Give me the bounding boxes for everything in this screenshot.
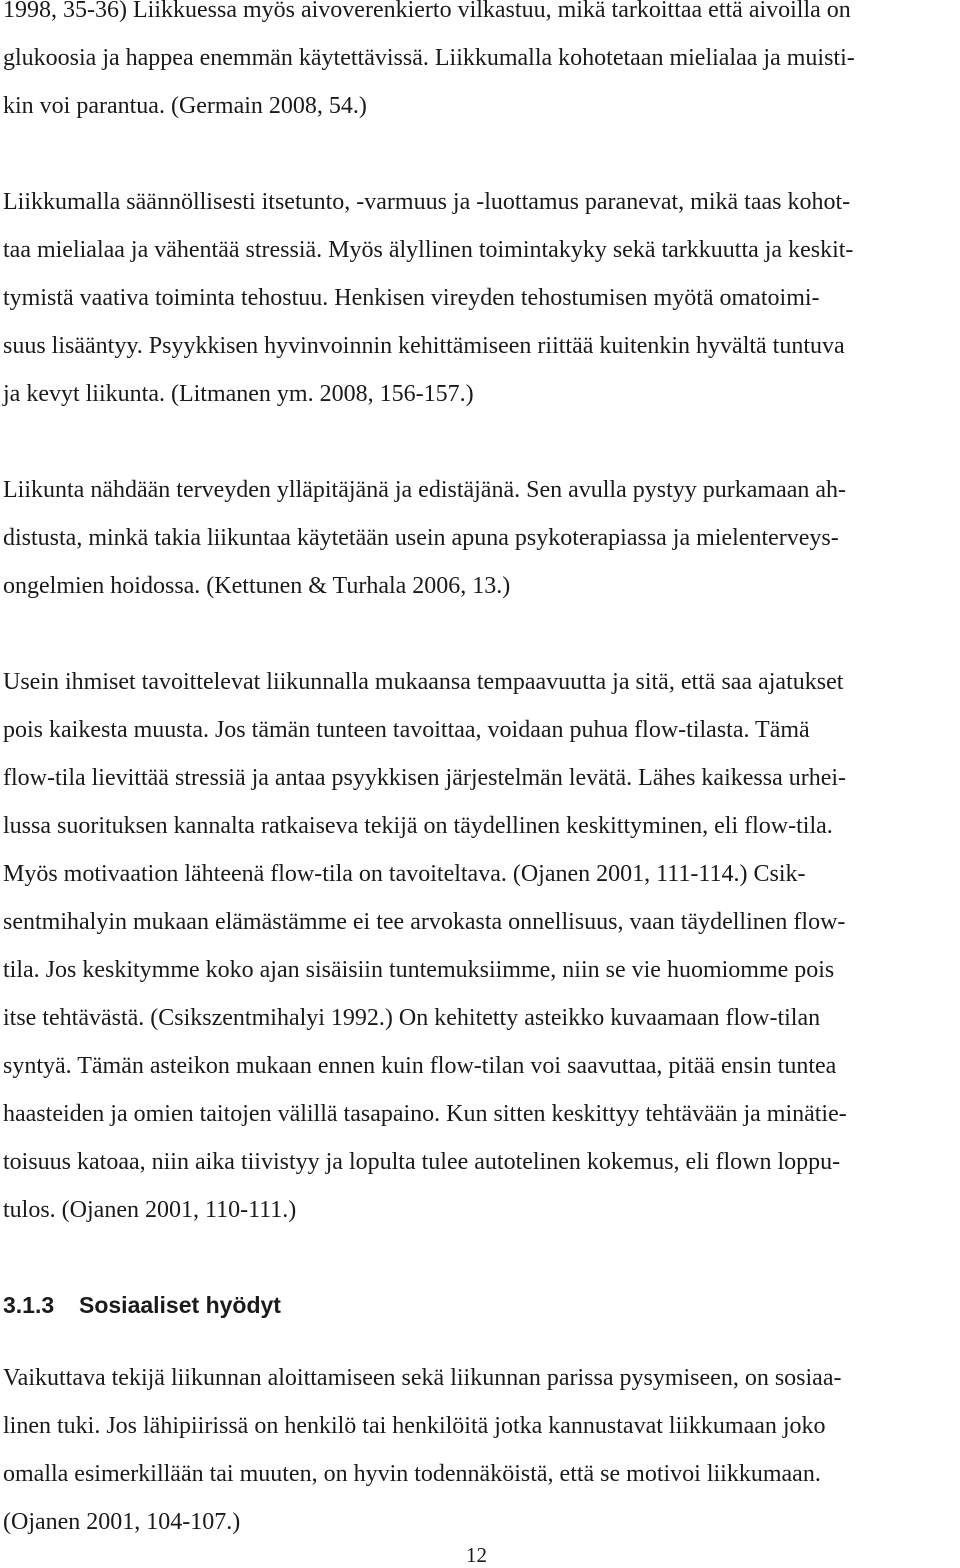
text-line: haasteiden ja omien taitojen välillä tasapaino. Kun sitten keskittyy tehtävään ja minätie- xyxy=(3,1101,847,1127)
paragraph-1 xyxy=(3,0,953,130)
text-line: lussa suorituksen kannalta ratkaiseva tekijä on täydellinen keskittyminen, eli flow-tila. xyxy=(3,813,833,839)
text-line: linen tuki. Jos lähipiirissä on henkilö tai henkilöitä jotka kannustavat liikkumaan joko xyxy=(3,1413,826,1439)
paragraph-5 xyxy=(3,1354,953,1546)
text-line: 1998, 35-36) Liikkuessa myös aivoverenkierto vilkastuu, mikä tarkoittaa että aivoilla on xyxy=(3,0,851,23)
section-number: 3.1.3 xyxy=(3,1292,55,1318)
section-title: Sosiaaliset hyödyt xyxy=(79,1292,281,1318)
text-line: tymistä vaativa toiminta tehostuu. Henkisen vireyden tehostumisen myötä omatoimi- xyxy=(3,285,820,311)
text-line: itse tehtävästä. (Csikszentmihalyi 1992.) On kehitetty asteikko kuvaamaan flow-tilan xyxy=(3,1005,821,1031)
text-line: tila. Jos keskitymme koko ajan sisäisiin tuntemuksiimme, niin se vie huomiomme pois xyxy=(3,957,835,983)
text-line: tulos. (Ojanen 2001, 110-111.) xyxy=(3,1197,297,1223)
text-line: Liikunta nähdään terveyden ylläpitäjänä ja edistäjänä. Sen avulla pystyy purkamaan ah- xyxy=(3,477,847,503)
text-line: Usein ihmiset tavoittelevat liikunnalla mukaansa tempaavuutta ja sitä, että saa ajatukset xyxy=(3,669,844,695)
text-line: pois kaikesta muusta. Jos tämän tunteen tavoittaa, voidaan puhua flow-tilasta. Tämä xyxy=(3,717,810,743)
paragraph-3 xyxy=(3,466,953,610)
paragraph-4 xyxy=(3,658,953,1234)
page-number: 12 xyxy=(466,1543,487,1567)
text-line: ongelmien hoidossa. (Kettunen & Turhala 2006, 13.) xyxy=(3,573,511,599)
text-line: ja kevyt liikunta. (Litmanen ym. 2008, 156-157.) xyxy=(3,381,474,407)
text-line: Myös motivaation lähteenä flow-tila on tavoiteltava. (Ojanen 2001, 111-114.) Csik- xyxy=(3,861,806,887)
text-line: Liikkumalla säännöllisesti itsetunto, -varmuus ja -luottamus paranevat, mikä taas kohot- xyxy=(3,189,851,215)
text-line: kin voi parantua. (Germain 2008, 54.) xyxy=(3,93,367,119)
text-line: glukoosia ja happea enemmän käytettävissä. Liikkumalla kohotetaan mielialaa ja muisti- xyxy=(3,45,855,71)
text-line: sentmihalyin mukaan elämästämme ei tee arvokasta onnellisuus, vaan täydellinen flow- xyxy=(3,909,846,935)
text-line: omalla esimerkillään tai muuten, on hyvin todennäköistä, että se motivoi liikkumaan. xyxy=(3,1461,821,1487)
section-heading xyxy=(3,1285,281,1325)
text-line: syntyä. Tämän asteikon mukaan ennen kuin flow-tilan voi saavuttaa, pitää ensin tuntea xyxy=(3,1053,837,1079)
text-line: (Ojanen 2001, 104-107.) xyxy=(3,1509,241,1535)
text-line: taa mielialaa ja vähentää stressiä. Myös älyllinen toimintakyky sekä tarkkuutta ja keskit- xyxy=(3,237,854,263)
text-line: Vaikuttava tekijä liikunnan aloittamiseen sekä liikunnan parissa pysymiseen, on sosiaa- xyxy=(3,1365,842,1391)
paragraph-2 xyxy=(3,178,953,418)
text-line: suus lisääntyy. Psyykkisen hyvinvoinnin kehittämiseen riittää kuitenkin hyvältä tuntuva xyxy=(3,333,845,359)
text-line: flow-tila lievittää stressiä ja antaa psyykkisen järjestelmän levätä. Lähes kaikessa urhei- xyxy=(3,765,847,791)
text-line: distusta, minkä takia liikuntaa käytetään usein apuna psykoterapiassa ja mielenterveys- xyxy=(3,525,839,551)
text-line: toisuus katoaa, niin aika tiivistyy ja lopulta tulee autotelinen kokemus, eli flown loppu- xyxy=(3,1149,841,1175)
